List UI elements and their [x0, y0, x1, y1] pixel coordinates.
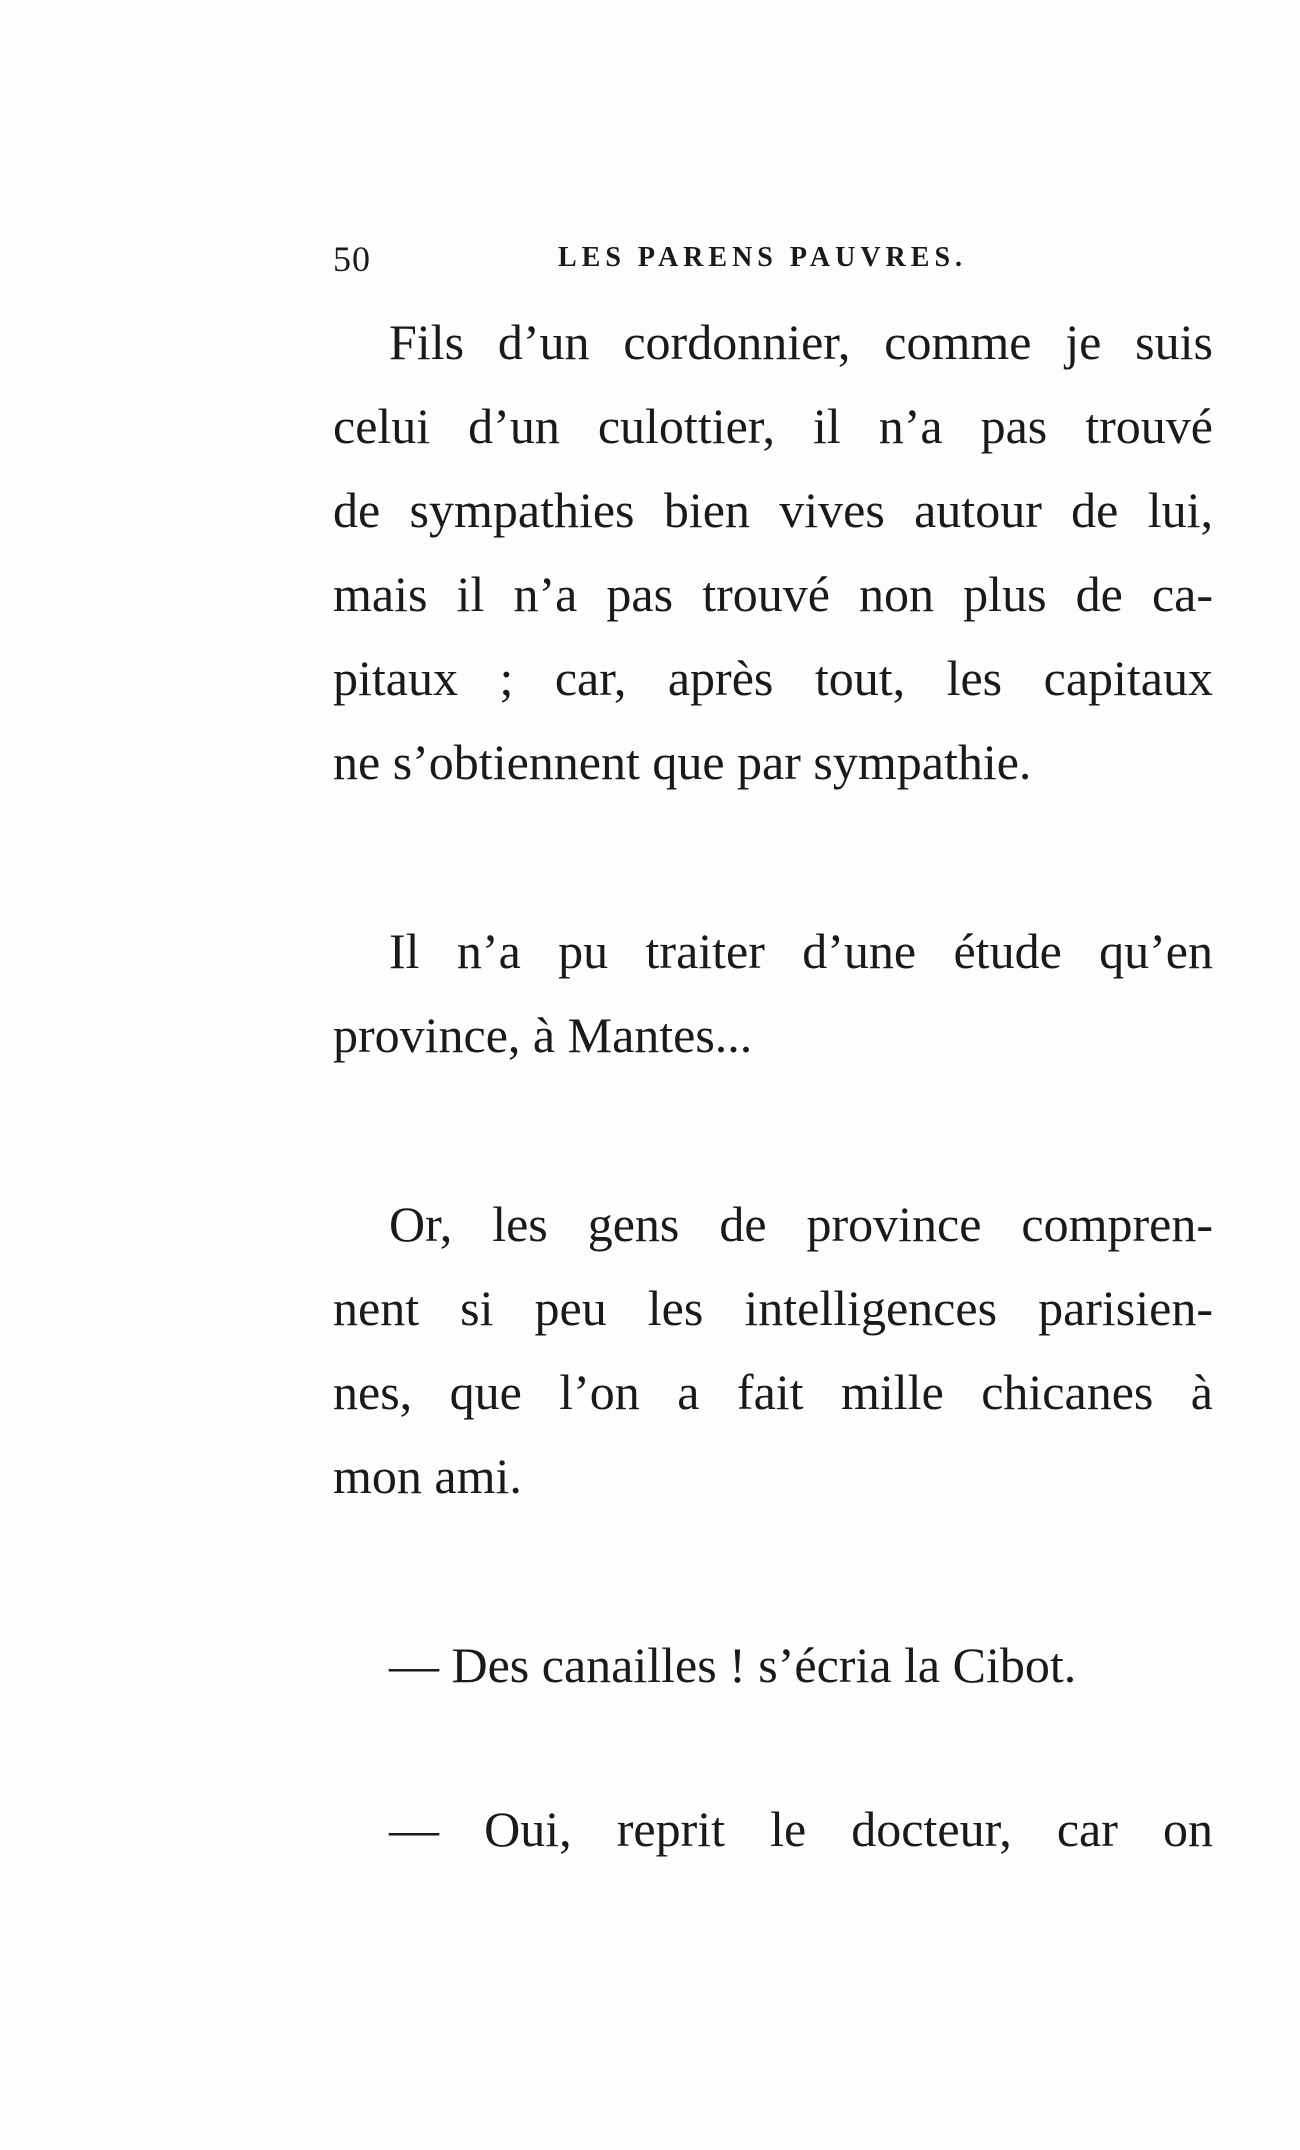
- paragraph-3: [333, 1182, 1213, 1518]
- text-line: mon ami.: [333, 1448, 522, 1504]
- text-line: nes, que l’on a fait mille chicanes à: [333, 1364, 1213, 1420]
- text-line: nent si peu les intelligences parisien-: [333, 1280, 1213, 1336]
- running-head: [333, 238, 993, 278]
- text-line: mais il n’a pas trouvé non plus de ca-: [333, 566, 1213, 622]
- dialogue-2: [333, 1787, 1213, 1871]
- page-number: 50: [333, 239, 371, 279]
- text-line: Il n’a pu traiter d’une étude qu’en: [389, 923, 1213, 979]
- text-line: — Des canailles ! s’écria la Cibot.: [389, 1637, 1077, 1693]
- text-line: de sympathies bien vives autour de lui,: [333, 482, 1213, 538]
- dialogue-1: [333, 1623, 1213, 1707]
- text-line: celui d’un culottier, il n’a pas trouvé: [333, 398, 1213, 454]
- text-line: province, à Mantes...: [333, 1007, 753, 1063]
- text-line: Or, les gens de province compren-: [389, 1196, 1213, 1252]
- paragraph-1: [333, 300, 1213, 804]
- running-title: LES PARENS PAUVRES.: [558, 242, 968, 273]
- paragraph-2: [333, 909, 1213, 1077]
- body-text: [333, 300, 1213, 1871]
- text-line: pitaux ; car, après tout, les capitaux: [333, 650, 1213, 706]
- text-line: — Oui, reprit le docteur, car on: [389, 1801, 1213, 1857]
- text-line: ne s’obtiennent que par sympathie.: [333, 734, 1032, 790]
- text-line: Fils d’un cordonnier, comme je suis: [389, 314, 1213, 370]
